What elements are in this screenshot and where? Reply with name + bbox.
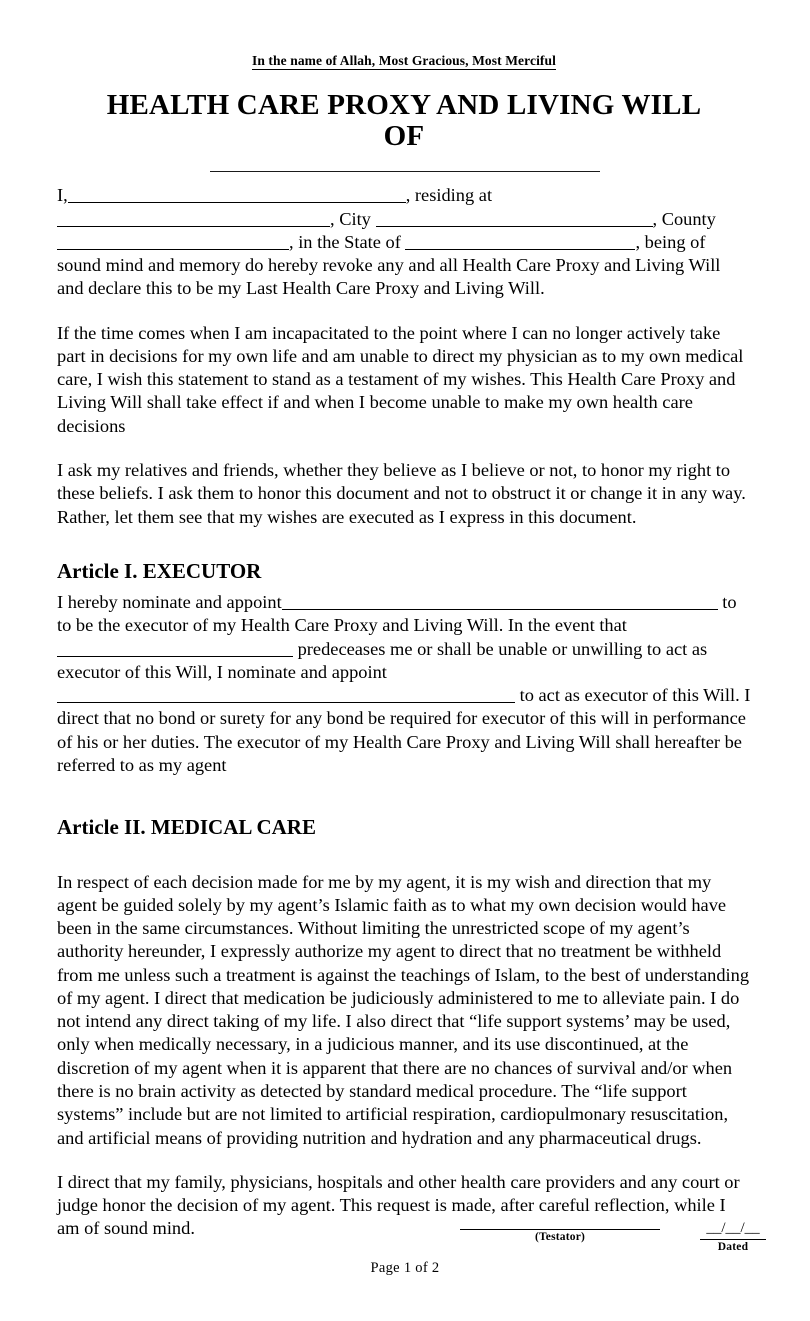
article-2-paragraph: In respect of each decision made for me by my agent, it is my wish and direction that my agent be guided solely by my agent’s Islamic faith as to what my own decision would have been in the same circumstances. Without limiting the unrestricted scope of my agent’s authority hereunder, I expressly authorize my agent to direct that no treatment be withheld from me unless such a treatment is against the teachings of Islam, to the best of understanding of my agent. I direct that medication be judiciously administered to me to alleviate pain. I do not intend any direct taking of my life. I also direct that “life support systems’ may be used, only when medically necessary, in a judicious manner, and its use discontinued, at the discretion of my agent when it is apparent that there are no chances of survival and/or when there is no brain activity as detected by standard medical procedure. The “life support systems” include but are not limited to artificial respiration, cardiopulmonary resuscitation, and artificial means of providing nutrition and hydration and any pharmaceutical drugs. [57, 871, 750, 1148]
article1-label-toact: to act as executor of this Will. I direct that no bond or surety for any bond be required for executor of this will in performance of his or her duties. The executor of my Health Care Proxy and Living Will shall hereafter be referred to as my agent [57, 685, 751, 776]
article1-label-predeceases: predeceases me or shall be unable or unwilling to act as executor of this Will, I nominate and appoint [57, 638, 708, 682]
address-blank[interactable] [57, 208, 330, 226]
testator-signature-line[interactable] [460, 1228, 660, 1230]
date-blank[interactable]: __/__/__ [706, 1220, 760, 1236]
article1-label-tobe: to be the executor of my Health Care Proxy and Living Will. In the event that [57, 615, 627, 636]
article1-label-nominate: I hereby nominate and appoint [57, 592, 282, 613]
page-footer [0, 1220, 810, 1298]
bismillah-text: In the name of Allah, Most Gracious, Most Merciful [252, 53, 556, 68]
executor-name-blank[interactable] [282, 592, 718, 610]
city-blank[interactable] [376, 208, 653, 226]
article-1-section [57, 559, 751, 777]
document-body [57, 0, 751, 1241]
testator-name-blank[interactable] [68, 185, 406, 203]
intro-paragraph [57, 184, 751, 300]
incapacity-paragraph: If the time comes when I am incapacitated to the point where I can no longer actively take part in decisions for my own life and am unable to direct my physician as to my own medical care, I wish this statement to stand as a testament of my wishes. This Health Care Proxy and Living Will shall take effect if and when I become unable to make my own health care decisions [57, 322, 744, 436]
testator-signature-block [460, 1228, 660, 1243]
title-line-1: HEALTH CARE PROXY AND LIVING WILL [106, 89, 702, 122]
intro-label-sound: , being of sound [57, 231, 706, 276]
article-1-heading: Article I. EXECUTOR [57, 558, 262, 583]
intro-label-state: , in the State of [289, 231, 401, 252]
article-2-closing-paragraph: I direct that my family, physicians, hospitals and other health care providers and any court or judge honor the decision of my agent. This request is made, after careful reflection, while I am of sound mind. [57, 1171, 740, 1239]
intro-label-city: , City [330, 208, 371, 229]
article-2-section [57, 815, 751, 1240]
page-number: Page 1 of 2 [370, 1260, 440, 1276]
alternate-executor-name-blank[interactable] [57, 685, 515, 703]
alternate-executor-trigger-blank[interactable] [57, 638, 293, 656]
intro-label-county: , County [652, 208, 716, 229]
article-2-heading: Article II. MEDICAL CARE [57, 815, 316, 840]
dated-label: Dated [717, 1240, 749, 1253]
relatives-paragraph: I ask my relatives and friends, whether they believe as I believe or not, to honor my right to these beliefs. I ask them to honor this document and not to obstruct it or change it in any way. Rather, let them see that my wishes are executed as I express in this document. [57, 460, 746, 527]
state-blank[interactable] [405, 231, 635, 249]
title-line-2: OF [383, 120, 425, 153]
article-1-paragraph: I hereby nominate and appoint to to be the executor of my Health Care Proxy and Living Will. In the event that predeceases me or shall be unable or unwilling to act as executor of this Will, I nominate and appoint to act as executor of this Will. I direct that no bond or surety for any bond be required for executor of this will in performance of his or her duties. The executor of my Health Care Proxy and Living Will shall hereafter be referred to as my agent [57, 592, 751, 776]
bismillah-header [57, 53, 751, 69]
intro-label-i: I, [57, 185, 68, 206]
intro-tail-text: mind and memory do hereby revoke any and all Health Care Proxy and Living Will and declare this to be my Last Health Care Proxy and Living Will. [57, 255, 721, 299]
title-name-blank-rule [210, 170, 600, 172]
page-title [57, 90, 751, 152]
county-blank[interactable] [57, 231, 289, 249]
title-rule-container [57, 170, 751, 184]
dated-rule [700, 1238, 766, 1240]
dated-block [700, 1220, 766, 1253]
testator-label: (Testator) [534, 1231, 586, 1243]
intro-label-residing: , residing at [405, 185, 493, 206]
